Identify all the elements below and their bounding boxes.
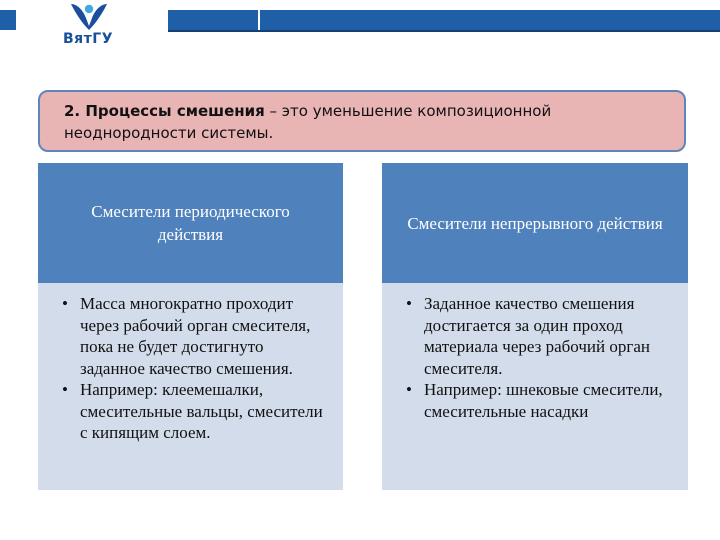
column-body-continuous [382,283,688,490]
top-bar-right-segment [260,10,720,30]
top-bar-underline [168,30,720,32]
bullet-list [62,293,329,444]
logo [18,0,158,48]
list-item: • Масса многократно проходит через рабочий орган смесителя, пока не будет достигнуто заданное качество смешения. [62,293,329,379]
vyatsu-logo-icon [67,2,111,32]
column-header-periodic [38,163,343,283]
column-header-continuous [382,163,688,283]
column-header-text: Смесители периодического действия [91,202,290,244]
definition-box [38,90,686,152]
definition-text: – это уменьшение композиционной неоднородности системы. [64,102,552,142]
list-item: • Например: шнековые смесители, смесительные насадки [406,379,674,422]
logo-text: ВятГУ [63,31,113,47]
column-header-text: Смесители непрерывного действия [407,213,663,233]
top-bar-middle-segment [168,10,258,30]
definition-term: 2. Процессы смешения [64,102,265,120]
top-bar-left-segment [0,10,16,30]
list-item: • Например: клеемешалки, смесительные вальцы, смесители с кипящим слоем. [62,379,329,444]
column-body-periodic [38,283,343,490]
list-item: • Заданное качество смешения достигается за один проход материала через рабочий орган смесителя. [406,293,674,379]
bullet-list [406,293,674,422]
